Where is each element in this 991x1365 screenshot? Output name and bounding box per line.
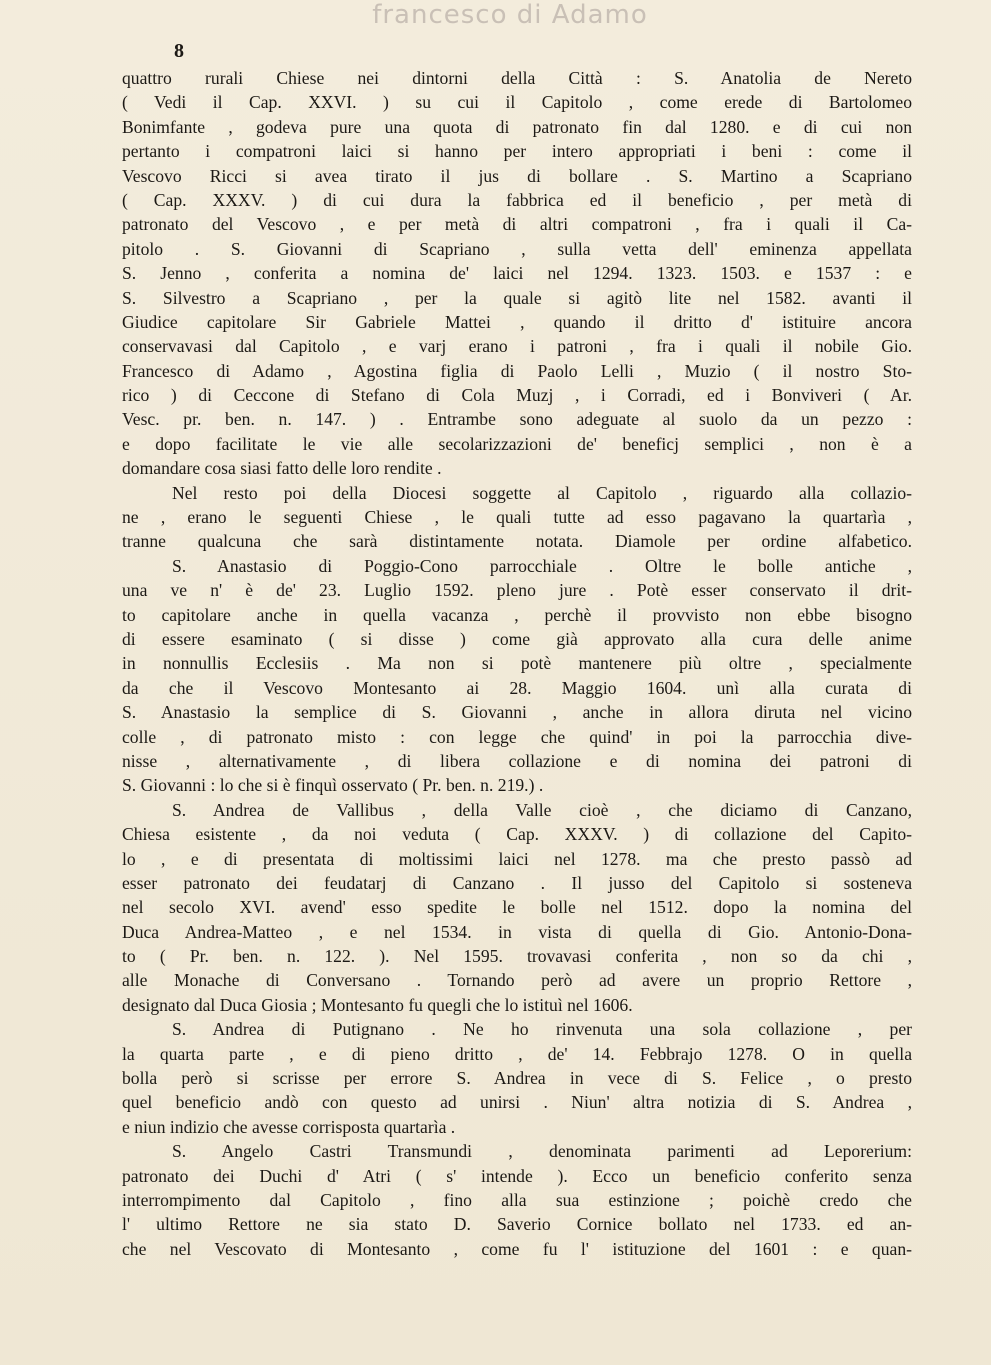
text-line: in nonnullis Ecclesiis . Ma non si potè mantenere più oltre , specialmente — [122, 653, 912, 674]
text-line: di essere esaminato ( si disse ) come già approvato alla cura delle anime — [122, 628, 912, 649]
text-line: lo , e di presentata di moltissimi laici nel 1278. ma che presto passò ad — [122, 848, 912, 869]
text-line: pitolo . S. Giovanni di Scapriano , sulla vetta dell' eminenza appellata — [122, 238, 912, 259]
text-line: alle Monache di Conversano . Tornando però ad avere un proprio Rettore , — [122, 970, 912, 991]
text-line: patronato del Vescovo , e per metà di altri compatroni , fra i quali il Ca- — [122, 214, 912, 235]
text-line: nel secolo XVI. avend' esso spedite le bolle nel 1512. dopo la nomina del — [122, 897, 912, 918]
text-line: ne , erano le seguenti Chiese , le quali tutte ad esso pagavano la quartarìa , — [122, 507, 912, 528]
text-line: S. Anastasio la semplice di S. Giovanni , anche in allora diruta nel vicino — [122, 702, 912, 723]
text-line: Francesco di Adamo , Agostina figlia di Paolo Lelli , Muzio ( il nostro Sto- — [122, 360, 912, 381]
text-line: domandare cosa siasi fatto delle loro rendite . — [122, 458, 442, 479]
text-line: ( Cap. XXXV. ) di cui dura la fabbrica ed il beneficio , per metà di — [122, 189, 912, 210]
text-line: Nel resto poi della Diocesi soggette al Capitolo , riguardo alla collazio- — [172, 482, 912, 503]
text-line: S. Angelo Castri Transmundi , denominata parimenti ad Leporerium: — [172, 1141, 912, 1162]
page-number: 8 — [174, 40, 184, 62]
text-line: interrompimento dal Capitolo , fino alla sua estinzione ; poichè credo che — [122, 1189, 912, 1210]
text-line: e niun indizio che avesse corrisposta quartarìa . — [122, 1116, 456, 1137]
text-line: da che il Vescovo Montesanto ai 28. Maggio 1604. unì alla curata di — [122, 677, 912, 698]
text-line: Duca Andrea-Matteo , e nel 1534. in vista di quella di Gio. Antonio-Dona- — [122, 921, 912, 942]
text-line: to ( Pr. ben. n. 122. ). Nel 1595. trovavasi conferita , non so da chi , — [122, 946, 912, 967]
text-line: una ve n' è de' 23. Luglio 1592. pleno jure . Potè esser conservato il drit- — [122, 580, 912, 601]
text-line: patronato dei Duchi d' Atri ( s' intende ). Ecco un beneficio conferito senza — [122, 1165, 912, 1186]
text-line: S. Giovanni : lo che si è finquì osservato ( Pr. ben. n. 219.) . — [122, 775, 544, 796]
body-text — [122, 66, 912, 1261]
text-line: S. Jenno , conferita a nomina de' laici nel 1294. 1323. 1503. e 1537 : e — [122, 263, 912, 284]
text-line: Chiesa esistente , da noi veduta ( Cap. XXXV. ) di collazione del Capito- — [122, 824, 912, 845]
text-line: ( Vedi il Cap. XXVI. ) su cui il Capitolo , come erede di Bartolomeo — [122, 92, 912, 113]
text-line: quel beneficio andò con questo ad unirsi . Niun' altra notizia di S. Andrea , — [122, 1092, 912, 1113]
text-line: Bonimfante , godeva pure una quota di patronato fin dal 1280. e di cui non — [122, 116, 912, 137]
text-line: tranne qualcuna che sarà distintamente notata. Diamole per ordine alfabetico. — [122, 531, 912, 552]
text-line: S. Andrea de Vallibus , della Valle cioè , che diciamo di Canzano, — [172, 799, 912, 820]
text-line: to capitolare anche in quella vacanza , perchè il provvisto non ebbe bisogno — [122, 604, 912, 625]
text-line: S. Silvestro a Scapriano , per la quale si agitò lite nel 1582. avanti il — [122, 287, 912, 308]
text-line: conservavasi dal Capitolo , e varj erano i patroni , fra i quali il nobile Gio. — [122, 336, 912, 357]
text-line: pertanto i compatroni laici si hanno per intero appropriati i beni : come il — [122, 141, 912, 162]
text-line: Giudice capitolare Sir Gabriele Mattei , quando il dritto d' istituire ancora — [122, 311, 912, 332]
text-line: che nel Vescovato di Montesanto , come fu l' istituzione del 1601 : e quan- — [122, 1238, 912, 1259]
text-line: la quarta parte , e di pieno dritto , de' 14. Febbrajo 1278. O in quella — [122, 1043, 912, 1064]
text-line: S. Andrea di Putignano . Ne ho rinvenuta una sola collazione , per — [172, 1019, 912, 1040]
text-line: l' ultimo Rettore ne sia stato D. Saverio Cornice bollato nel 1733. ed an- — [122, 1214, 912, 1235]
text-line: quattro rurali Chiese nei dintorni della Città : S. Anatolia de Nereto — [122, 68, 912, 88]
text-line: rico ) di Ceccone di Stefano di Cola Muzj , i Corradi, ed i Bonviveri ( Ar. — [122, 385, 912, 406]
text-line: e dopo facilitate le vie alle secolarizzazioni de' beneficj semplici , non è a — [122, 433, 912, 454]
text-line: bolla però si scrisse per errore S. Andrea in vece di S. Felice , o presto — [122, 1068, 912, 1089]
text-line: Vesc. pr. ben. n. 147. ) . Entrambe sono adeguate al suolo da un pezzo : — [122, 409, 912, 430]
text-line: nisse , alternativamente , di libera collazione e di nomina dei patroni di — [122, 750, 912, 771]
text-line: S. Anastasio di Poggio-Cono parrocchiale . Oltre le bolle antiche , — [172, 555, 912, 576]
text-line: Vescovo Ricci si avea tirato il jus di bollare . S. Martino a Scapriano — [122, 165, 912, 186]
handwritten-annotation: francesco di Adamo — [372, 0, 648, 30]
text-line: designato dal Duca Giosia ; Montesanto fu quegli che lo istituì nel 1606. — [122, 994, 633, 1015]
text-line: colle , di patronato misto : con legge che quind' in poi la parrocchia dive- — [122, 726, 912, 747]
text-line: esser patronato dei feudatarj di Canzano . Il jusso del Capitolo si sosteneva — [122, 872, 912, 893]
